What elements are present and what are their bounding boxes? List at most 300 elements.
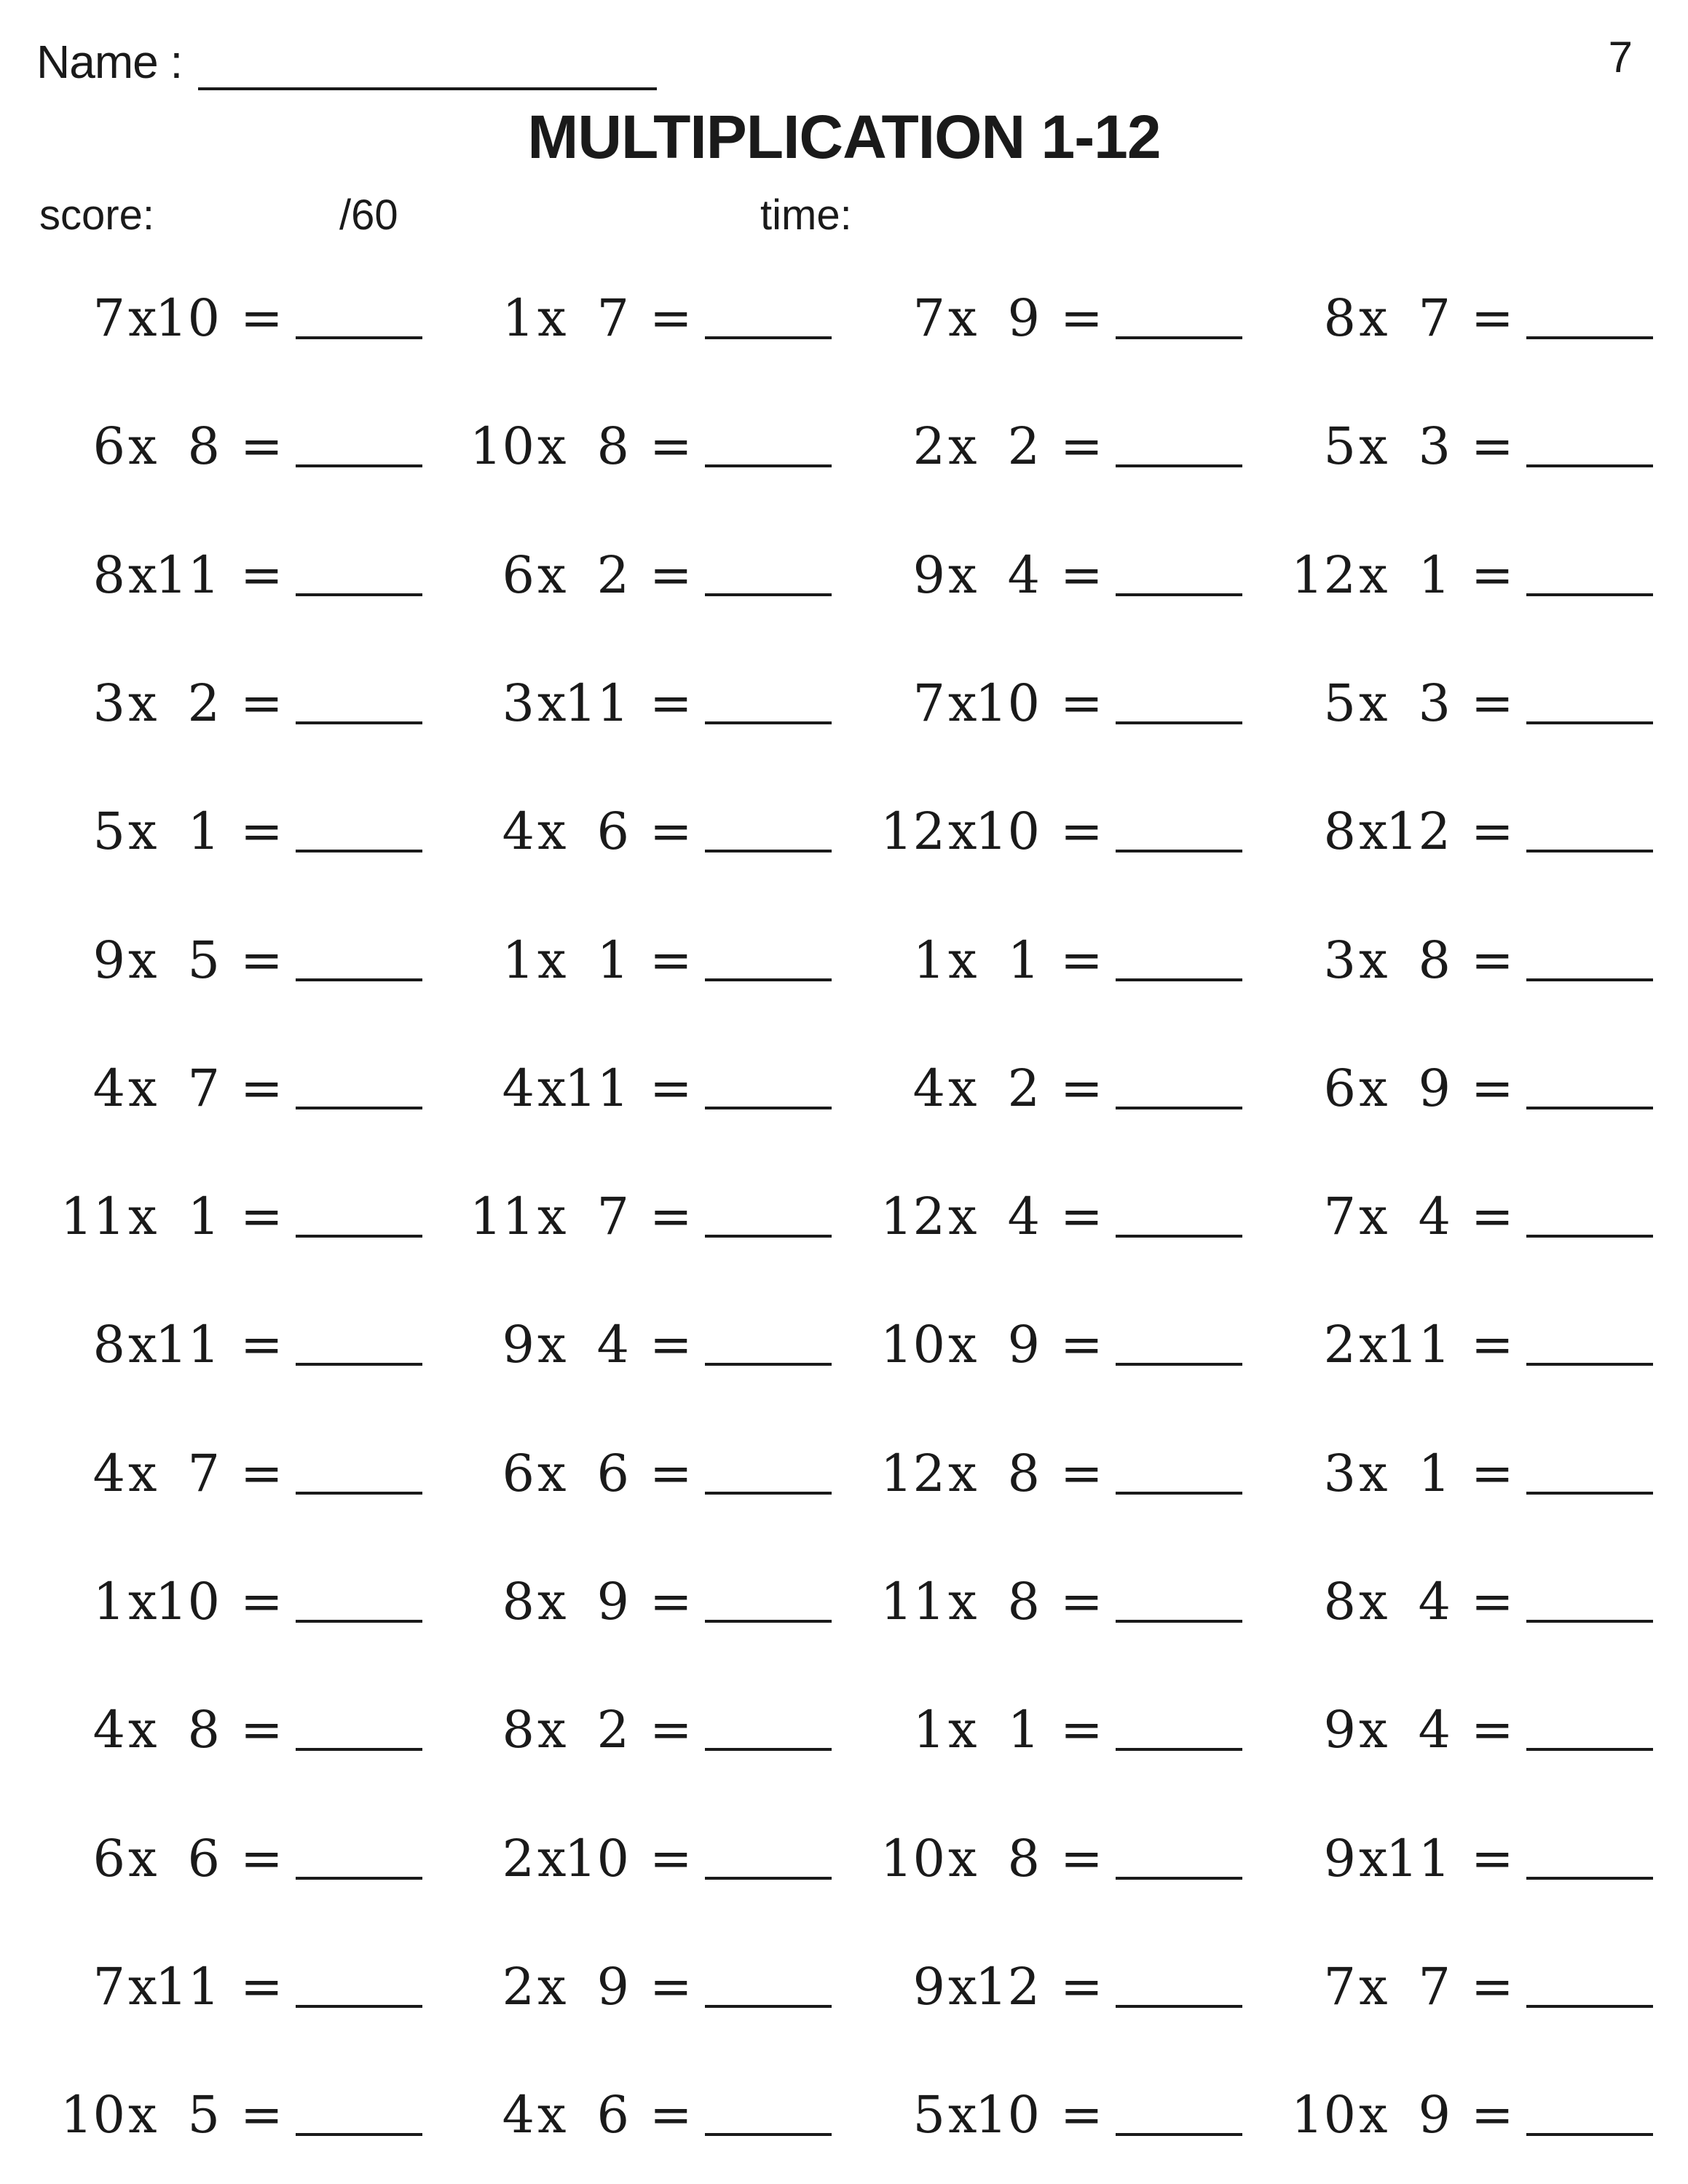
problem	[1282, 1819, 1660, 1899]
first-factor: 8	[502, 1700, 535, 1760]
answer-blank[interactable]	[296, 336, 422, 339]
answer-blank[interactable]	[705, 1107, 832, 1109]
problem	[460, 406, 839, 486]
problem	[460, 535, 839, 615]
answer-blank[interactable]	[1526, 850, 1653, 852]
equals-sign: =	[240, 673, 283, 733]
first-factor: 7	[912, 288, 945, 348]
second-factor: 9	[1418, 2085, 1451, 2145]
multiply-sign: x	[948, 416, 977, 476]
equals-sign: =	[240, 545, 283, 605]
answer-blank[interactable]	[296, 1363, 422, 1366]
first-factor: 10	[880, 1315, 945, 1374]
answer-blank[interactable]	[705, 593, 832, 596]
multiply-sign: x	[948, 2085, 977, 2145]
problem	[460, 1176, 839, 1257]
second-factor: 6	[596, 802, 629, 861]
problem	[871, 1690, 1250, 1770]
problem	[51, 1048, 430, 1128]
multiply-sign: x	[1359, 545, 1388, 605]
first-factor: 10	[60, 2085, 125, 2145]
answer-blank[interactable]	[1116, 2133, 1242, 2136]
equals-sign: =	[240, 1444, 283, 1503]
second-factor: 4	[1007, 1187, 1040, 1246]
equals-sign: =	[1060, 1187, 1103, 1246]
multiply-sign: x	[537, 1315, 567, 1374]
multiply-sign: x	[128, 1444, 157, 1503]
answer-blank[interactable]	[296, 850, 422, 852]
answer-blank[interactable]	[296, 2133, 422, 2136]
problem	[51, 406, 430, 486]
first-factor: 12	[880, 1444, 945, 1503]
second-factor: 10	[154, 1572, 220, 1631]
equals-sign: =	[1060, 930, 1103, 990]
problem	[871, 1433, 1250, 1514]
second-factor: 2	[187, 673, 220, 733]
answer-blank[interactable]	[1526, 1620, 1653, 1623]
second-factor: 5	[187, 930, 220, 990]
equals-sign: =	[650, 1957, 693, 2017]
equals-sign: =	[1471, 1315, 1514, 1374]
problem	[871, 1176, 1250, 1257]
problem	[460, 1305, 839, 1385]
equals-sign: =	[240, 1700, 283, 1760]
first-factor: 7	[1323, 1957, 1356, 2017]
equals-sign: =	[650, 930, 693, 990]
answer-blank[interactable]	[1116, 1620, 1242, 1623]
multiply-sign: x	[128, 930, 157, 990]
second-factor: 7	[1418, 288, 1451, 348]
answer-blank[interactable]	[296, 2005, 422, 2008]
equals-sign: =	[1471, 1059, 1514, 1118]
second-factor: 1	[1007, 1700, 1040, 1760]
worksheet-title: MULTIPLICATION 1-12	[527, 103, 1161, 171]
second-factor: 12	[1385, 802, 1451, 861]
second-factor: 12	[974, 1957, 1040, 2017]
first-factor: 9	[912, 1957, 945, 2017]
second-factor: 11	[564, 673, 629, 733]
first-factor: 4	[92, 1444, 125, 1503]
multiply-sign: x	[537, 288, 567, 348]
first-factor: 2	[912, 416, 945, 476]
answer-blank[interactable]	[1116, 1748, 1242, 1751]
page-number: 7	[1608, 33, 1633, 82]
multiply-sign: x	[948, 1572, 977, 1631]
answer-blank[interactable]	[1116, 1235, 1242, 1238]
problem	[1282, 663, 1660, 743]
answer-blank[interactable]	[296, 1107, 422, 1109]
problem	[871, 663, 1250, 743]
answer-blank[interactable]	[1526, 1363, 1653, 1366]
multiply-sign: x	[537, 1572, 567, 1631]
multiply-sign: x	[128, 1187, 157, 1246]
second-factor: 2	[596, 1700, 629, 1760]
second-factor: 2	[1007, 416, 1040, 476]
problem	[51, 1690, 430, 1770]
problem	[460, 1433, 839, 1514]
equals-sign: =	[1060, 1059, 1103, 1118]
multiply-sign: x	[1359, 1700, 1388, 1760]
answer-blank[interactable]	[705, 464, 832, 467]
second-factor: 8	[187, 1700, 220, 1760]
problem	[51, 535, 430, 615]
problem	[1282, 791, 1660, 871]
equals-sign: =	[650, 673, 693, 733]
answer-blank[interactable]	[1526, 336, 1653, 339]
answer-blank[interactable]	[1116, 721, 1242, 724]
multiply-sign: x	[537, 2085, 567, 2145]
answer-blank[interactable]	[1116, 1107, 1242, 1109]
answer-blank[interactable]	[1526, 1492, 1653, 1495]
second-factor: 5	[187, 2085, 220, 2145]
problem	[1282, 406, 1660, 486]
multiply-sign: x	[128, 802, 157, 861]
equals-sign: =	[240, 1572, 283, 1631]
answer-blank[interactable]	[705, 978, 832, 981]
equals-sign: =	[1471, 930, 1514, 990]
equals-sign: =	[650, 1572, 693, 1631]
multiply-sign: x	[537, 930, 567, 990]
first-factor: 4	[502, 1059, 535, 1118]
second-factor: 10	[154, 288, 220, 348]
equals-sign: =	[650, 545, 693, 605]
equals-sign: =	[1471, 1829, 1514, 1888]
first-factor: 12	[1290, 545, 1356, 605]
problem	[871, 278, 1250, 358]
multiply-sign: x	[537, 802, 567, 861]
equals-sign: =	[1471, 1700, 1514, 1760]
second-factor: 7	[1418, 1957, 1451, 2017]
second-factor: 10	[974, 673, 1040, 733]
second-factor: 9	[1007, 288, 1040, 348]
answer-blank[interactable]	[1526, 464, 1653, 467]
second-factor: 7	[596, 288, 629, 348]
answer-blank[interactable]	[705, 1492, 832, 1495]
equals-sign: =	[650, 1700, 693, 1760]
answer-blank[interactable]	[296, 721, 422, 724]
equals-sign: =	[240, 416, 283, 476]
equals-sign: =	[1060, 1315, 1103, 1374]
first-factor: 3	[92, 673, 125, 733]
answer-blank[interactable]	[296, 464, 422, 467]
answer-blank[interactable]	[705, 1620, 832, 1623]
second-factor: 10	[974, 2085, 1040, 2145]
answer-blank[interactable]	[1526, 593, 1653, 596]
second-factor: 8	[1007, 1572, 1040, 1631]
problem	[51, 1819, 430, 1899]
answer-blank[interactable]	[1116, 850, 1242, 852]
equals-sign: =	[240, 930, 283, 990]
first-factor: 1	[502, 288, 535, 348]
second-factor: 2	[596, 545, 629, 605]
equals-sign: =	[240, 1957, 283, 2017]
first-factor: 1	[92, 1572, 125, 1631]
first-factor: 3	[502, 673, 535, 733]
answer-blank[interactable]	[296, 1877, 422, 1880]
second-factor: 9	[596, 1572, 629, 1631]
equals-sign: =	[1060, 1957, 1103, 2017]
problem	[51, 2075, 430, 2155]
second-factor: 8	[1418, 930, 1451, 990]
answer-blank[interactable]	[1116, 464, 1242, 467]
answer-blank[interactable]	[1116, 593, 1242, 596]
multiply-sign: x	[948, 1059, 977, 1118]
problem	[1282, 1048, 1660, 1128]
second-factor: 4	[1418, 1572, 1451, 1631]
multiply-sign: x	[1359, 1059, 1388, 1118]
equals-sign: =	[1060, 545, 1103, 605]
multiply-sign: x	[537, 673, 567, 733]
first-factor: 6	[1323, 1059, 1356, 1118]
answer-blank[interactable]	[296, 1235, 422, 1238]
multiply-sign: x	[1359, 673, 1388, 733]
second-factor: 1	[1418, 545, 1451, 605]
answer-blank[interactable]	[705, 721, 832, 724]
answer-blank[interactable]	[705, 2005, 832, 2008]
multiply-sign: x	[537, 416, 567, 476]
first-factor: 7	[912, 673, 945, 733]
answer-blank[interactable]	[1116, 2005, 1242, 2008]
multiply-sign: x	[128, 1572, 157, 1631]
answer-blank[interactable]	[1116, 1363, 1242, 1366]
second-factor: 6	[596, 1444, 629, 1503]
second-factor: 11	[154, 1315, 220, 1374]
second-factor: 8	[187, 416, 220, 476]
equals-sign: =	[650, 802, 693, 861]
problem	[51, 920, 430, 1000]
problem	[1282, 1562, 1660, 1642]
multiply-sign: x	[537, 1059, 567, 1118]
answer-blank[interactable]	[1526, 721, 1653, 724]
equals-sign: =	[650, 1059, 693, 1118]
multiply-sign: x	[128, 1059, 157, 1118]
equals-sign: =	[240, 1829, 283, 1888]
second-factor: 9	[1418, 1059, 1451, 1118]
problem	[460, 791, 839, 871]
problem	[460, 278, 839, 358]
equals-sign: =	[1471, 416, 1514, 476]
problem	[871, 791, 1250, 871]
problem	[51, 278, 430, 358]
multiply-sign: x	[537, 1957, 567, 2017]
answer-blank[interactable]	[1526, 1235, 1653, 1238]
first-factor: 10	[880, 1829, 945, 1888]
second-factor: 9	[1007, 1315, 1040, 1374]
second-factor: 3	[1418, 673, 1451, 733]
multiply-sign: x	[1359, 416, 1388, 476]
equals-sign: =	[240, 802, 283, 861]
first-factor: 5	[1323, 416, 1356, 476]
equals-sign: =	[1060, 1444, 1103, 1503]
score-label: score:	[39, 191, 154, 239]
problem	[460, 920, 839, 1000]
multiply-sign: x	[128, 416, 157, 476]
first-factor: 4	[912, 1059, 945, 1118]
first-factor: 1	[502, 930, 535, 990]
multiply-sign: x	[948, 1315, 977, 1374]
answer-blank[interactable]	[1526, 2133, 1653, 2136]
answer-blank[interactable]	[296, 1492, 422, 1495]
problem	[460, 1562, 839, 1642]
first-factor: 9	[92, 930, 125, 990]
equals-sign: =	[1060, 1572, 1103, 1631]
first-factor: 8	[502, 1572, 535, 1631]
first-factor: 4	[502, 802, 535, 861]
first-factor: 4	[502, 2085, 535, 2145]
answer-blank[interactable]	[296, 1748, 422, 1751]
equals-sign: =	[1060, 288, 1103, 348]
second-factor: 11	[564, 1059, 629, 1118]
answer-blank[interactable]	[705, 2133, 832, 2136]
problem	[51, 1305, 430, 1385]
second-factor: 6	[596, 2085, 629, 2145]
first-factor: 11	[60, 1187, 125, 1246]
first-factor: 11	[469, 1187, 535, 1246]
problem	[1282, 1690, 1660, 1770]
answer-blank[interactable]	[705, 1235, 832, 1238]
first-factor: 9	[1323, 1700, 1356, 1760]
equals-sign: =	[1471, 673, 1514, 733]
second-factor: 8	[1007, 1444, 1040, 1503]
answer-blank[interactable]	[1526, 2005, 1653, 2008]
problem	[871, 406, 1250, 486]
first-factor: 3	[1323, 1444, 1356, 1503]
multiply-sign: x	[1359, 1444, 1388, 1503]
problem	[1282, 1947, 1660, 2027]
first-factor: 1	[912, 930, 945, 990]
answer-blank[interactable]	[1116, 1492, 1242, 1495]
equals-sign: =	[240, 1059, 283, 1118]
problem	[1282, 535, 1660, 615]
answer-blank[interactable]	[296, 978, 422, 981]
problem	[1282, 1305, 1660, 1385]
first-factor: 8	[1323, 288, 1356, 348]
answer-blank[interactable]	[705, 850, 832, 852]
first-factor: 2	[502, 1829, 535, 1888]
answer-blank[interactable]	[296, 1620, 422, 1623]
equals-sign: =	[650, 1444, 693, 1503]
problem	[871, 1819, 1250, 1899]
multiply-sign: x	[1359, 1572, 1388, 1631]
second-factor: 8	[596, 416, 629, 476]
equals-sign: =	[240, 288, 283, 348]
multiply-sign: x	[128, 288, 157, 348]
answer-blank[interactable]	[1116, 978, 1242, 981]
first-factor: 7	[1323, 1187, 1356, 1246]
multiply-sign: x	[1359, 930, 1388, 990]
problem	[871, 1048, 1250, 1128]
first-factor: 5	[92, 802, 125, 861]
answer-blank[interactable]	[1526, 1877, 1653, 1880]
answer-blank[interactable]	[705, 1363, 832, 1366]
problem	[51, 1947, 430, 2027]
answer-blank[interactable]	[705, 1877, 832, 1880]
first-factor: 2	[1323, 1315, 1356, 1374]
multiply-sign: x	[948, 545, 977, 605]
problem	[460, 1819, 839, 1899]
answer-blank[interactable]	[1526, 1107, 1653, 1109]
second-factor: 4	[1007, 545, 1040, 605]
second-factor: 9	[596, 1957, 629, 2017]
problem	[1282, 920, 1660, 1000]
equals-sign: =	[650, 416, 693, 476]
second-factor: 3	[1418, 416, 1451, 476]
multiply-sign: x	[1359, 288, 1388, 348]
problem	[871, 2075, 1250, 2155]
score-total: /60	[339, 191, 398, 239]
second-factor: 1	[596, 930, 629, 990]
problem	[871, 1562, 1250, 1642]
multiply-sign: x	[1359, 1829, 1388, 1888]
equals-sign: =	[1471, 1572, 1514, 1631]
second-factor: 1	[1007, 930, 1040, 990]
multiply-sign: x	[128, 1700, 157, 1760]
multiply-sign: x	[948, 930, 977, 990]
equals-sign: =	[1471, 802, 1514, 861]
second-factor: 10	[974, 802, 1040, 861]
equals-sign: =	[650, 2085, 693, 2145]
multiply-sign: x	[1359, 802, 1388, 861]
multiply-sign: x	[537, 545, 567, 605]
problem	[51, 1176, 430, 1257]
second-factor: 7	[596, 1187, 629, 1246]
answer-blank[interactable]	[1116, 1877, 1242, 1880]
answer-blank[interactable]	[705, 336, 832, 339]
second-factor: 7	[187, 1444, 220, 1503]
answer-blank[interactable]	[296, 593, 422, 596]
multiply-sign: x	[128, 1829, 157, 1888]
first-factor: 9	[912, 545, 945, 605]
equals-sign: =	[1060, 802, 1103, 861]
second-factor: 4	[1418, 1187, 1451, 1246]
multiply-sign: x	[948, 1187, 977, 1246]
first-factor: 2	[502, 1957, 535, 2017]
first-factor: 4	[92, 1059, 125, 1118]
first-factor: 7	[92, 1957, 125, 2017]
multiply-sign: x	[948, 1829, 977, 1888]
answer-blank[interactable]	[1116, 336, 1242, 339]
multiply-sign: x	[1359, 1187, 1388, 1246]
equals-sign: =	[1471, 2085, 1514, 2145]
first-factor: 1	[912, 1700, 945, 1760]
equals-sign: =	[1060, 416, 1103, 476]
first-factor: 10	[1290, 2085, 1356, 2145]
first-factor: 6	[92, 1829, 125, 1888]
problem	[1282, 278, 1660, 358]
problem	[1282, 2075, 1660, 2155]
problem	[51, 1562, 430, 1642]
first-factor: 7	[92, 288, 125, 348]
answer-blank[interactable]	[1526, 1748, 1653, 1751]
equals-sign: =	[1471, 1187, 1514, 1246]
multiply-sign: x	[948, 1700, 977, 1760]
problem	[1282, 1176, 1660, 1257]
problem	[51, 1433, 430, 1514]
first-factor: 9	[502, 1315, 535, 1374]
problem	[460, 1048, 839, 1128]
problem	[871, 1947, 1250, 2027]
multiply-sign: x	[1359, 1315, 1388, 1374]
second-factor: 7	[187, 1059, 220, 1118]
multiply-sign: x	[1359, 1957, 1388, 2017]
multiply-sign: x	[128, 2085, 157, 2145]
equals-sign: =	[650, 1315, 693, 1374]
multiply-sign: x	[128, 1315, 157, 1374]
answer-blank[interactable]	[705, 1748, 832, 1751]
answer-blank[interactable]	[1526, 978, 1653, 981]
equals-sign: =	[240, 2085, 283, 2145]
first-factor: 11	[880, 1572, 945, 1631]
